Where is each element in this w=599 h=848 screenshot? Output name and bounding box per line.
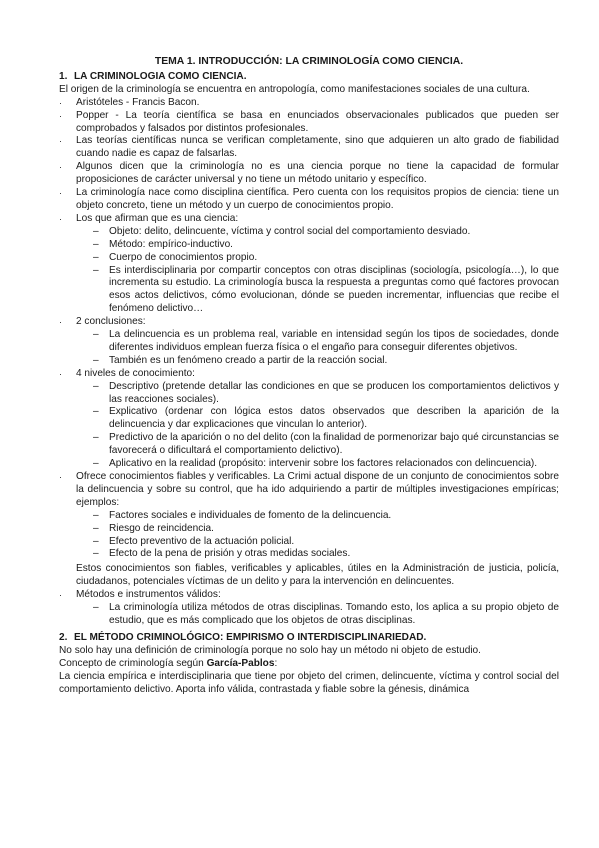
sub-item: [76, 355, 559, 368]
dash-marker: –: [93, 354, 99, 366]
bullet-text: 4 niveles de conocimiento:: [76, 367, 195, 379]
bullet-marker: ·: [59, 110, 62, 121]
sub-item: [76, 432, 559, 458]
sub-list: [76, 381, 559, 471]
dash-marker: –: [93, 380, 99, 392]
sub-item-text: Efecto de la pena de prisión y otras medidas sociales.: [109, 548, 351, 560]
sub-item-text: La delincuencia es un problema real, variable en intensidad según los tipos de sociedades, donde diferentes individuos emplean fuerza física o el engaño para conseguir diferentes objetivos.: [109, 329, 559, 353]
section-2-definition: La ciencia empírica e interdisciplinaria que tiene por objeto del crimen, delincuente, víctima y control social del comportamiento delictivo. Aporta info válida, contrastada y fiable sobre la génesis, dinámica: [59, 670, 559, 695]
sub-item-text: La criminología utiliza métodos de otras disciplinas. Tomando esto, los aplica a su propio objeto de estudio, que es más complicado que los objetos de otras disciplinas.: [109, 602, 559, 626]
sub-item-text: Método: empírico-inductivo.: [109, 238, 233, 250]
sub-item: [76, 523, 559, 536]
bullet-marker: ·: [59, 213, 62, 224]
dash-marker: –: [93, 329, 99, 341]
bullet-item: [59, 471, 559, 589]
bullet-item: [59, 316, 559, 368]
dash-marker: –: [93, 238, 99, 250]
sub-item-text: Riesgo de reincidencia.: [109, 522, 214, 534]
bullet-marker: ·: [59, 97, 62, 108]
concept-prefix: Concepto de criminología según: [59, 657, 207, 669]
bullet-marker: ·: [59, 162, 62, 173]
sub-item: [76, 239, 559, 252]
bullet-text: Algunos dicen que la criminología no es una ciencia porque no tiene la capacidad de formular proposiciones de carácter universal y no tiene un método unitario y específico.: [76, 161, 559, 186]
section-2-paragraph: No solo hay una definición de criminología porque no solo hay un método ni objeto de estudio.: [59, 644, 481, 656]
author-name: García-Pablos: [206, 657, 275, 669]
bullet-text: Las teorías científicas nunca se verifican completamente, sino que adquieren un alto grado de fiabilidad cuando nadie es capaz de falsarlas.: [76, 135, 559, 160]
page-title: TEMA 1. INTRODUCCIÓN: LA CRIMINOLOGÍA COMO CIENCIA.: [154, 56, 464, 67]
dash-marker: –: [93, 548, 99, 560]
bullet-item: [59, 187, 559, 213]
section-2-concept-line: [59, 658, 559, 671]
bullet-text: Aristóteles - Francis Bacon.: [76, 96, 200, 108]
sub-item-text: Efecto preventivo de la actuación policial.: [109, 535, 295, 547]
dash-marker: –: [93, 432, 99, 444]
bullet-text: 2 conclusiones:: [76, 316, 146, 328]
bullet-marker: ·: [59, 136, 62, 147]
bullet-marker: ·: [59, 472, 62, 482]
dash-marker: –: [93, 264, 99, 276]
sub-item: [76, 536, 559, 549]
section-1-number: 1.: [59, 70, 68, 82]
bullet-text: La criminología nace como disciplina científica. Pero cuenta con los requisitos propios de ciencia: tiene un objeto concreto, tiene un método y un cuerpo de conocimientos propio.: [76, 187, 559, 211]
sub-item-text: Aplicativo en la realidad (propósito: intervenir sobre los factores relacionados con delincuencia).: [109, 458, 538, 470]
bullet-marker: ·: [59, 590, 62, 601]
bullet-item: [59, 368, 559, 471]
bullet-text: Popper - La teoría científica se basa en enunciados observacionales publicados que pueden ser comprobados y falsados por distintos profesionales.: [76, 109, 559, 134]
sub-item-text: Explicativo (ordenar con lógica estos datos observados que describen la aparición de la delincuencia y dar explicaciones que vinculan lo anterior).: [109, 406, 559, 431]
sub-item-text: Cuerpo de conocimientos propio.: [109, 251, 258, 263]
section-1-heading: [59, 71, 559, 84]
dash-marker: –: [93, 522, 99, 534]
sub-item: [76, 381, 559, 407]
sub-list: [76, 226, 559, 316]
sub-item: [76, 265, 559, 317]
sub-item-text: Es interdisciplinaria por compartir conceptos con otras disciplinas (sociología, psicología…), lo que incrementa su estudio. La criminología busca la respuesta a preguntas como qué factores provocan esos actos delictivos, cómo evolucionan, dónde se pueden incrementar, influencias que recibe el fenómeno delictivo…: [109, 264, 559, 315]
bullet-item: [59, 213, 559, 316]
section-1-intro: El origen de la criminología se encuentra en antropología, como manifestaciones sociales de una cultura.: [59, 83, 530, 95]
sub-list: [76, 510, 559, 562]
bullet-text: Ofrece conocimientos fiables y verificables. La Crimi actual dispone de un conjunto de conocimientos sobre la delincuencia y sobre su control, que ha ido adquiriendo a partir de múltiples investigaciones empíricas; ejemplos:: [76, 471, 559, 508]
dash-marker: –: [93, 225, 99, 237]
dash-marker: –: [93, 251, 99, 263]
sub-item: [76, 548, 559, 561]
sub-item: [76, 602, 559, 628]
concept-suffix: :: [274, 657, 278, 669]
section-2-title: EL MÉTODO CRIMINOLÓGICO: EMPIRISMO O INTERDISCIPLINARIEDAD.: [74, 631, 427, 643]
bullet-marker: ·: [59, 188, 62, 199]
bullet-marker: ·: [59, 317, 62, 328]
bullet-item: [59, 161, 559, 187]
bullet-item: [59, 135, 559, 161]
sub-item-text: Objeto: delito, delincuente, víctima y control social del comportamiento desviado.: [109, 225, 471, 237]
bullet-marker: ·: [59, 368, 62, 379]
bullet-item: [59, 97, 559, 110]
dash-marker: –: [93, 535, 99, 547]
sub-item-text: También es un fenómeno creado a partir de la reacción social.: [109, 354, 388, 366]
section-2-heading: [59, 632, 559, 645]
sub-item-text: Descriptivo (pretende detallar las condiciones en que se producen los comportamientos delictivos y las reacciones sociales).: [109, 380, 559, 405]
dash-marker: –: [93, 458, 99, 470]
dash-marker: –: [93, 602, 99, 614]
sub-item: [76, 329, 559, 355]
sub-item: [76, 510, 559, 523]
bullet-item: [59, 110, 559, 136]
bullet-text: Los que afirman que es una ciencia:: [76, 212, 239, 224]
sub-list: [76, 602, 559, 628]
dash-marker: –: [93, 509, 99, 521]
sub-item-text: Factores sociales e individuales de fomento de la delincuencia.: [109, 509, 392, 521]
sub-item: [76, 458, 559, 471]
sub-list: [76, 329, 559, 368]
section-1-bullet-list: [59, 97, 559, 628]
section-2-number: 2.: [59, 631, 68, 643]
sub-item: [76, 252, 559, 265]
bullet-continuation: Estos conocimientos son fiables, verificables y aplicables, útiles en la Administración de justicia, policía, ciudadanos, potenciales víctimas de un delito y para la intervención en delincuentes.: [76, 563, 559, 588]
sub-item: [76, 226, 559, 239]
dash-marker: –: [93, 406, 99, 418]
bullet-item: [59, 589, 559, 628]
section-1-title: LA CRIMINOLOGIA COMO CIENCIA.: [74, 70, 247, 82]
sub-item: [76, 406, 559, 432]
sub-item-text: Predictivo de la aparición o no del delito (con la finalidad de pormenorizar bajo qué circunstancias se favorecerá o dificultará el comportamiento delictivo).: [109, 432, 559, 457]
bullet-text: Métodos e instrumentos válidos:: [76, 589, 221, 601]
